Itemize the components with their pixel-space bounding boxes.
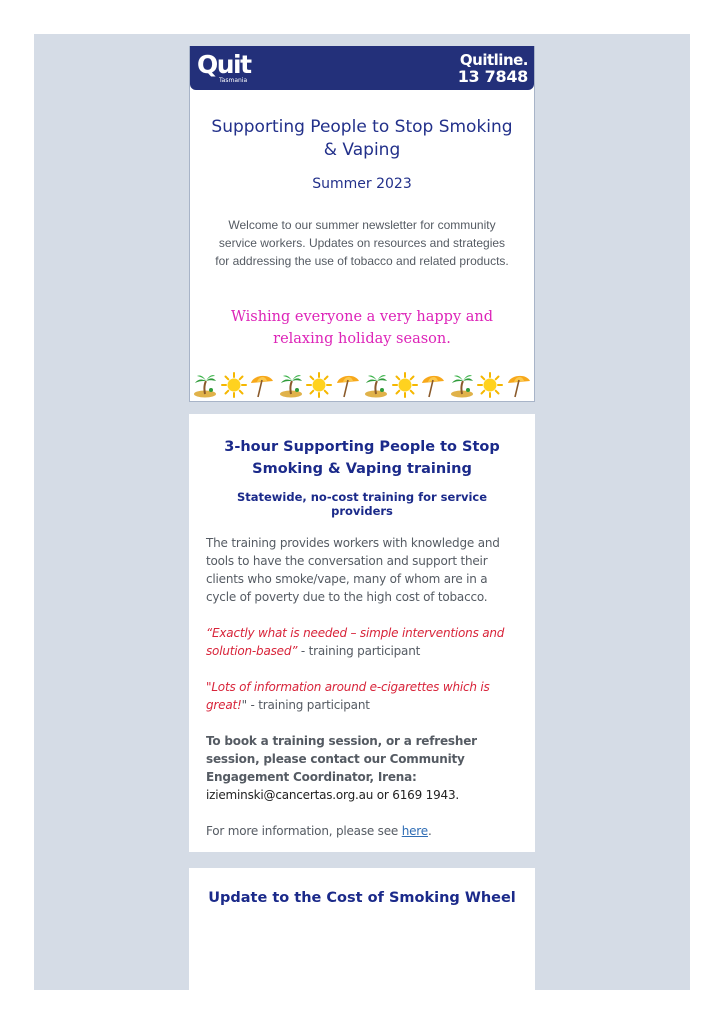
booking-phone: 6169 1943.	[392, 788, 459, 802]
quit-logo: Quit	[197, 50, 251, 79]
beach-umbrella-icon	[249, 372, 275, 398]
testimonial-1-attribution: - training participant	[297, 644, 421, 658]
newsletter-intro: Welcome to our summer newsletter for community service workers. Updates on resources and strategies for addressing the use of tobacco and related products.	[215, 218, 509, 268]
booking-info	[206, 732, 518, 804]
beach-umbrella-icon	[506, 372, 532, 398]
sun-icon	[477, 372, 503, 398]
quit-logo-sub: Tasmania	[219, 77, 248, 84]
intro-card	[189, 46, 535, 402]
booking-email[interactable]: izieminski@cancertas.org.au	[206, 788, 374, 802]
more-info	[206, 822, 518, 840]
quitline-logo	[458, 52, 528, 86]
more-info-prefix: For more information, please see	[206, 824, 402, 838]
training-subtitle: Statewide, no-cost training for service providers	[236, 490, 488, 518]
holiday-wish: Wishing everyone a very happy and relaxing holiday season.	[230, 309, 494, 347]
testimonial-1	[206, 624, 518, 660]
training-body: The training provides workers with knowledge and tools to have the conversation and support their clients who smoke/vape, many of whom are in a cycle of poverty due to the high cost of tobacco.	[206, 536, 500, 604]
wheel-card	[189, 868, 535, 990]
newsletter-header	[190, 46, 534, 90]
beach-umbrella-icon	[420, 372, 446, 398]
decoration-row	[192, 372, 532, 398]
booking-or: or	[373, 788, 393, 802]
testimonial-1-quote: “Exactly what is needed – simple interventions and solution-based”	[206, 626, 505, 658]
wheel-title: Update to the Cost of Smoking Wheel	[208, 890, 516, 906]
training-title: 3-hour Supporting People to Stop Smoking & Vaping training	[224, 439, 500, 477]
sun-icon	[221, 372, 247, 398]
testimonial-2-quote: "Lots of information around e-cigarettes which is great!	[206, 680, 490, 712]
more-info-link[interactable]: here	[401, 824, 428, 838]
palm-island-icon	[278, 372, 304, 398]
newsletter-season: Summer 2023	[312, 176, 412, 192]
more-info-suffix: .	[427, 824, 432, 838]
sun-icon	[392, 372, 418, 398]
palm-island-icon	[363, 372, 389, 398]
quitline-name: Quitline.	[459, 51, 528, 69]
palm-island-icon	[192, 372, 218, 398]
sun-icon	[306, 372, 332, 398]
training-card	[189, 414, 535, 852]
testimonial-2	[206, 678, 518, 714]
booking-text: To book a training session, or a refresher session, please contact our Community Engagement Coordinator, Irena:	[206, 734, 477, 784]
palm-island-icon	[449, 372, 475, 398]
quitline-number: 13 7848	[457, 67, 528, 86]
beach-umbrella-icon	[335, 372, 361, 398]
testimonial-2-attribution: " - training participant	[241, 698, 370, 712]
newsletter-title: Supporting People to Stop Smoking & Vaping	[211, 117, 513, 160]
